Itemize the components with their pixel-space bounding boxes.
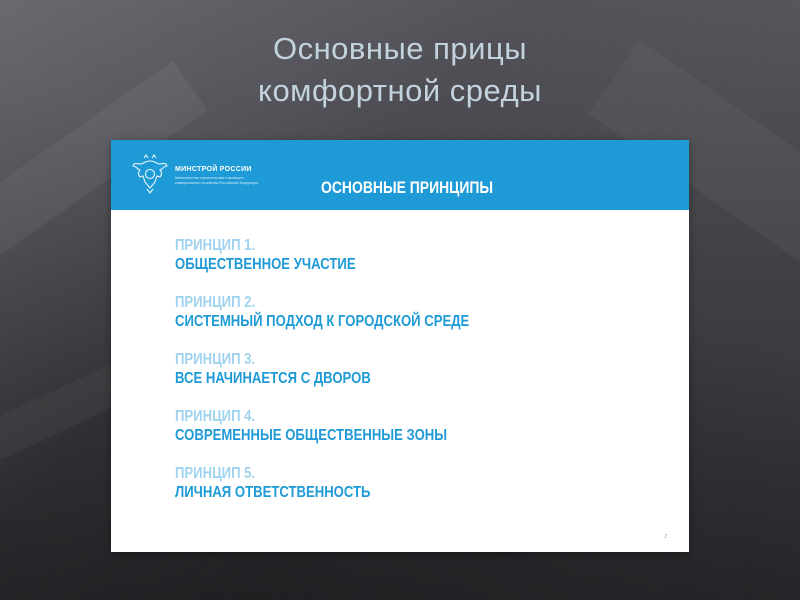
- slide-title: ОСНОВНЫЕ ПРИНЦИПЫ: [321, 178, 494, 197]
- principle-number: ПРИНЦИП 2.: [175, 294, 256, 311]
- slide-header: [111, 140, 689, 210]
- principle-number: ПРИНЦИП 3.: [175, 351, 256, 368]
- principles-list: [175, 236, 655, 521]
- principle-number: ПРИНЦИП 4.: [175, 408, 256, 425]
- ministry-subtitle: Министерство строительства и жилищно-коммунального хозяйства Российской Федерации: [175, 176, 259, 185]
- principle-name: ОБЩЕСТВЕННОЕ УЧАСТИЕ: [175, 256, 356, 273]
- list-item: [175, 236, 655, 293]
- principle-name: ВСЕ НАЧИНАЕТСЯ С ДВОРОВ: [175, 370, 371, 387]
- list-item: [175, 293, 655, 350]
- page-title-line-1: Основные прицы: [272, 31, 528, 66]
- principle-name: СИСТЕМНЫЙ ПОДХОД К ГОРОДСКОЙ СРЕДЕ: [175, 313, 470, 330]
- double-headed-eagle-icon: [131, 152, 169, 196]
- page-number: 2: [664, 534, 667, 540]
- principle-name: СОВРЕМЕННЫЕ ОБЩЕСТВЕННЫЕ ЗОНЫ: [175, 427, 448, 444]
- slide-image: [111, 140, 689, 552]
- principle-number: ПРИНЦИП 1.: [175, 237, 256, 254]
- list-item: [175, 407, 655, 464]
- principle-name: ЛИЧНАЯ ОТВЕТСТВЕННОСТЬ: [175, 484, 371, 501]
- principle-number: ПРИНЦИП 5.: [175, 465, 256, 482]
- ministry-name: МИНСТРОЙ РОССИИ: [175, 166, 252, 173]
- page-title-line-2: комфортной среды: [258, 73, 542, 108]
- list-item: [175, 464, 655, 521]
- page-title: [0, 28, 800, 112]
- list-item: [175, 350, 655, 407]
